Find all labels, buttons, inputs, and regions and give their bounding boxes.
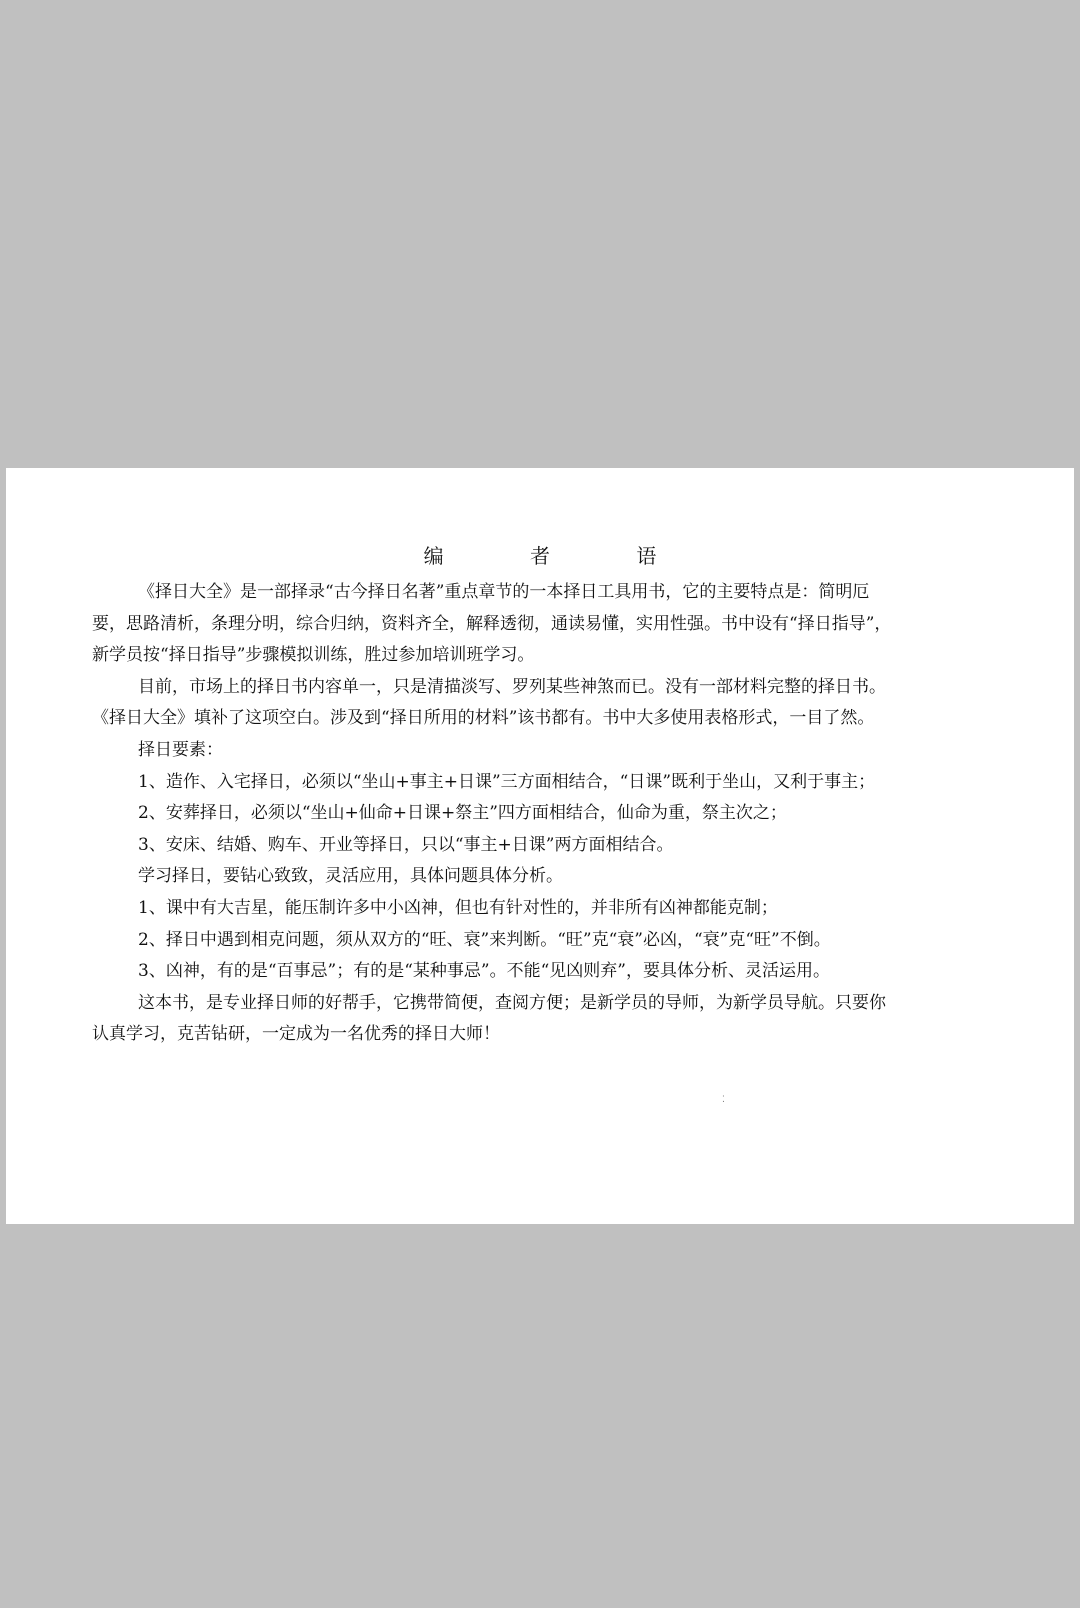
paragraph-intro: [92, 577, 1002, 672]
page-title: 编 者 语: [423, 544, 697, 568]
text-line: 新学员按“择日指导”步骤模拟训练，胜过参加培训班学习。: [92, 645, 535, 666]
text-line: 这本书，是专业择日师的好帮手，它携带简便，查阅方便；是新学员的导师，为新学员导航。只要你: [138, 992, 886, 1013]
paragraph-study-heading: [92, 861, 1002, 893]
text-line: 3、凶神，有的是“百事忌”；有的是“某种事忌”。不能“见凶则弃”，要具体分析、灵活运用。: [138, 961, 830, 982]
list-item: [92, 956, 1002, 988]
list-item: [92, 893, 1002, 925]
text-line: 《择日大全》填补了这项空白。涉及到“择日所用的材料”该书都有。书中大多使用表格形式，一目了然。: [92, 708, 875, 729]
list-item: [92, 925, 1002, 957]
list-item: [92, 830, 1002, 862]
text-line: 目前，市场上的择日书内容单一，只是清描淡写、罗列某些神煞而已。没有一部材料完整的择日书。: [138, 676, 886, 697]
list-item: [92, 767, 1002, 799]
text-line: 2、安葬择日，必须以“坐山+仙命+日课+祭主”四方面相结合，仙命为重，祭主次之；: [138, 803, 787, 824]
text-line: 1、造作、入宅择日，必须以“坐山+事主+日课”三方面相结合，“日课”既利于坐山，又利于事主；: [138, 771, 876, 792]
text-line: 2、择日中遇到相克问题，须从双方的“旺、衰”来判断。“旺”克“衰”必凶，“衰”克“旺”不倒。: [138, 929, 831, 950]
text-line: 3、安床、结婚、购车、开业等择日，只以“事主+日课”两方面相结合。: [138, 834, 674, 855]
document-body: [92, 577, 1002, 1051]
paragraph-closing: [92, 988, 1002, 1051]
text-line: 认真学习，克苦钻研，一定成为一名优秀的择日大师！: [92, 1024, 500, 1045]
list-item: [92, 798, 1002, 830]
text-line: 择日要素：: [138, 739, 223, 760]
paragraph-market: [92, 672, 1002, 735]
text-line: 1、课中有大吉星，能压制许多中小凶神，但也有针对性的，并非所有凶神都能克制；: [138, 897, 778, 918]
text-line: 学习择日，要钻心致致，灵活应用，具体问题具体分析。: [138, 866, 563, 887]
paragraph-elements-heading: [92, 735, 1002, 767]
document-page: [6, 468, 1074, 1224]
text-line: 《择日大全》是一部择录“古今择日名著”重点章节的一本择日工具用书，它的主要特点是：简明厄: [138, 582, 870, 602]
text-line: 要，思路清析，条理分明，综合归纳，资料齐全，解释透彻，通读易懂，实用性强。书中设有“择日指导”，: [92, 613, 892, 634]
scan-speck: ⁚: [722, 1095, 725, 1105]
